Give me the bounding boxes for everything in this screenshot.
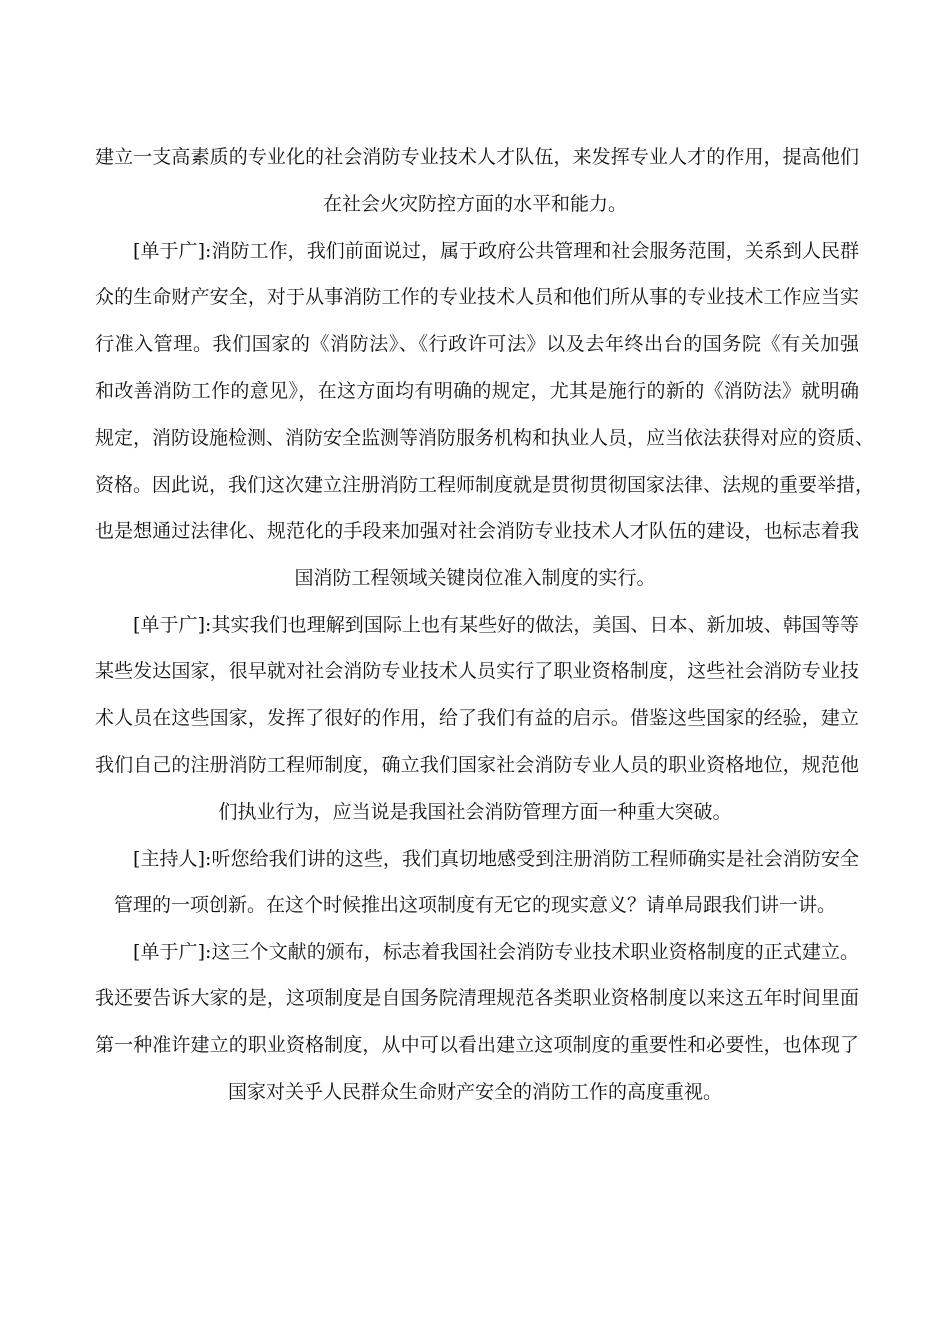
text-line: 第一种准许建立的职业资格制度，从中可以看出建立这项制度的重要性和必要性，也体现了 [95, 1034, 859, 1056]
text-line: 规定，消防设施检测、消防安全监测等消防服务机构和执业人员，应当依法获得对应的资质、 [95, 427, 875, 449]
text-line: 们执业行为，应当说是我国社会消防管理方面一种重大突破。 [218, 801, 732, 823]
text-line: 我还要告诉大家的是，这项制度是自国务院清理规范各类职业资格制度以来这五年时间里面 [95, 987, 859, 1009]
text-line: 国消防工程领域关键岗位准入制度的实行。 [294, 567, 656, 589]
text-line: [单于广]:这三个文献的颁布，标志着我国社会消防专业技术职业资格制度的正式建立。 [133, 941, 859, 963]
text-line: 某些发达国家，很早就对社会消防专业技术人员实行了职业资格制度，这些社会消防专业技 [95, 660, 859, 682]
text-line: 国家对关乎人民群众生命财产安全的消防工作的高度重视。 [227, 1081, 722, 1103]
text-line: 和改善消防工作的意见》，在这方面均有明确的规定，尤其是施行的新的《消防法》就明确 [95, 380, 859, 402]
text-line: [单于广]:消防工作，我们前面说过，属于政府公共管理和社会服务范围，关系到人民群 [133, 240, 859, 262]
text-line: 我们自己的注册消防工程师制度，确立我们国家社会消防专业人员的职业资格地位，规范他 [95, 754, 859, 776]
text-line: 资格。因此说，我们这次建立注册消防工程师制度就是贯彻贯彻国家法律、法规的重要举措， [95, 474, 875, 496]
text-line: 建立一支高素质的专业化的社会消防专业技术人才队伍，来发挥专业人才的作用，提高他们 [95, 146, 859, 168]
text-line: 行准入管理。我们国家的《消防法》、《行政许可法》以及去年终出台的国务院《有关加强 [95, 333, 859, 355]
text-line: [主持人]:听您给我们讲的这些，我们真切地感受到注册消防工程师确实是社会消防安全 [133, 848, 859, 870]
text-line: 众的生命财产安全，对于从事消防工作的专业技术人员和他们所从事的专业技术工作应当实 [95, 286, 859, 308]
text-line: 在社会火灾防控方面的水平和能力。 [322, 193, 627, 215]
text-line: 术人员在这些国家，发挥了很好的作用，给了我们有益的启示。借鉴这些国家的经验，建立 [95, 707, 859, 729]
text-line: [单于广]:其实我们也理解到国际上也有某些好的做法，美国、日本、新加坡、韩国等等 [133, 614, 859, 636]
text-line: 也是想通过法律化、规范化的手段来加强对社会消防专业技术人才队伍的建设，也标志着我 [95, 520, 859, 542]
text-line: 管理的一项创新。在这个时候推出这项制度有无它的现实意义？请单局跟我们讲一讲。 [113, 894, 836, 916]
